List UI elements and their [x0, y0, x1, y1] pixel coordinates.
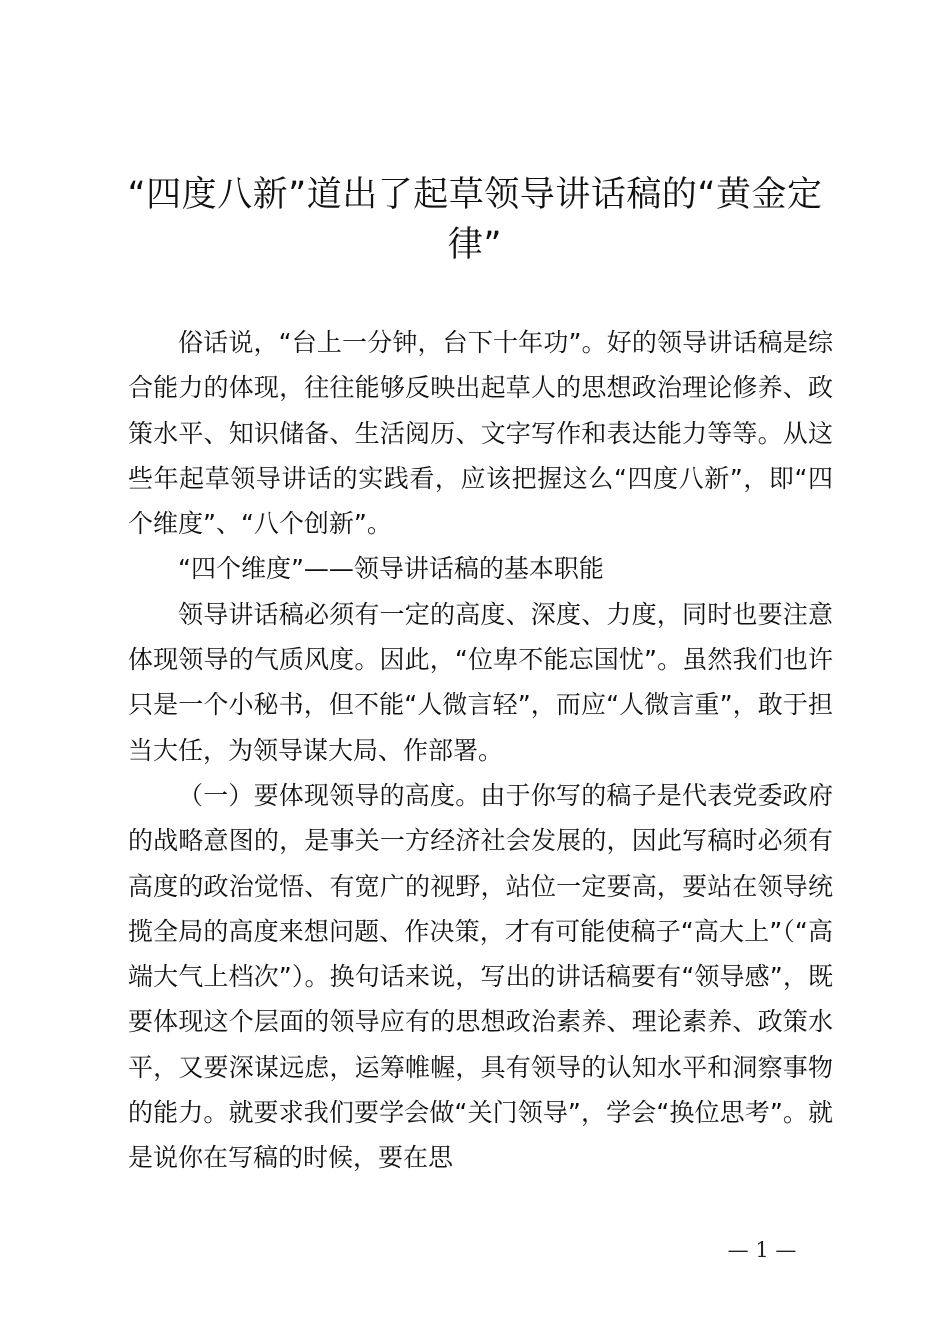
body-paragraph-dimensions: 领导讲话稿必须有一定的高度、深度、力度，同时也要注意体现领导的气质风度。因此，“位卑不能忘国忧”。虽然我们也许只是一个小秘书，但不能“人微言轻”，而应“人微言重”，敢于担当大任，为领导谋大局、作部署。: [128, 599, 833, 765]
page-number: — 1 —: [727, 1238, 797, 1262]
document-title: “四度八新”道出了起草领导讲话稿的“黄金定律”: [127, 175, 823, 265]
body-paragraph-height: （一）要体现领导的高度。由于你写的稿子是代表党委政府的战略意图的，是事关一方经济社会发展的，因此写稿时必须有高度的政治觉悟、有宽广的视野，站位一定要高，要站在领导统揽全局的高度来想问题、作决策，才有可能使稿子“高大上”（“高端大气上档次”）。换句话来说，写出的讲话稿要有“领导感”，既要体现这个层面的领导应有的思想政治素养、理论素养、政策水平，又要深谋远虑，运筹帷幄，具有领导的认知水平和洞察事物的能力。就要求我们要学会做“关门领导”，学会“换位思考”。就是说你在写稿的时候，要在思: [128, 780, 833, 1173]
section-heading: “四个维度”——领导讲话稿的基本职能: [178, 554, 604, 584]
document-body: [128, 320, 833, 1181]
body-paragraph-intro: 俗话说，“台上一分钟，台下十年功”。好的领导讲话稿是综合能力的体现，往往能够反映出起草人的思想政治理论修养、政策水平、知识储备、生活阅历、文字写作和表达能力等等。从这些年起草领导讲话的实践看，应该把握这么“四度八新”，即“四个维度”、“八个创新”。: [128, 328, 833, 539]
